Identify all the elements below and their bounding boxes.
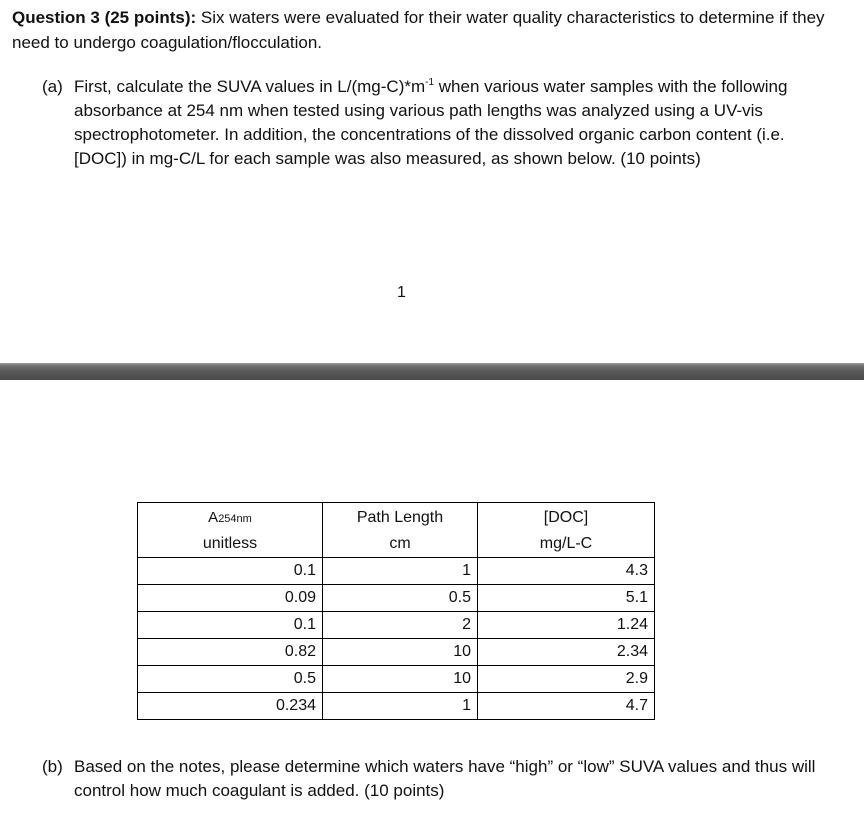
cell-absorbance: 0.09 xyxy=(138,585,323,612)
part-b-text: Based on the notes, please determine which waters have “high” or “low” SUVA values and thus will control how much coagulant is added. (10 points) xyxy=(74,757,816,800)
part-a-text-after: when various water samples with the following absorbance at 254 nm when tested using various path lengths was analyzed using a UV-vis spectrophotometer. In addition, the concentrations of the dissolved organic carbon content (i.e. [DOC]) in mg-C/L for each sample was also measured, as shown below. (10 points) xyxy=(74,77,788,168)
table-row xyxy=(138,558,655,585)
table-row xyxy=(138,693,655,720)
question-heading xyxy=(12,5,857,55)
cell-doc: 5.1 xyxy=(478,585,655,612)
part-b-label: (b) xyxy=(42,757,63,776)
header-path-length: Path Length xyxy=(323,503,478,532)
table-row xyxy=(138,666,655,693)
cell-absorbance: 0.234 xyxy=(138,693,323,720)
table-header-row xyxy=(138,503,655,532)
part-a xyxy=(42,75,832,171)
question-text: Six waters were evaluated for their water quality characteristics to determine if they need to undergo coagulation/flocculation. xyxy=(12,8,825,52)
cell-absorbance: 0.5 xyxy=(138,666,323,693)
part-a-superscript: -1 xyxy=(425,77,435,88)
table-row xyxy=(138,612,655,639)
cell-doc: 1.24 xyxy=(478,612,655,639)
cell-path-length: 1 xyxy=(323,558,478,585)
table-unit-row xyxy=(138,531,655,558)
cell-path-length: 0.5 xyxy=(323,585,478,612)
data-table xyxy=(137,502,655,720)
cell-absorbance: 0.1 xyxy=(138,612,323,639)
table-row xyxy=(138,585,655,612)
unit-path-length: cm xyxy=(323,531,478,558)
part-a-text xyxy=(42,75,832,171)
part-b xyxy=(42,755,832,803)
cell-path-length: 10 xyxy=(323,639,478,666)
cell-absorbance: 0.1 xyxy=(138,558,323,585)
header-absorbance: A254nm xyxy=(138,503,323,532)
part-a-text-before: First, calculate the SUVA values in L/(mg-C)*m xyxy=(74,77,426,96)
table-row xyxy=(138,639,655,666)
question-title: Question 3 (25 points): xyxy=(12,8,197,27)
cell-doc: 2.34 xyxy=(478,639,655,666)
cell-doc: 4.7 xyxy=(478,693,655,720)
part-a-label: (a) xyxy=(42,77,63,96)
cell-doc: 2.9 xyxy=(478,666,655,693)
cell-doc: 4.3 xyxy=(478,558,655,585)
page-number: 1 xyxy=(397,284,406,301)
cell-path-length: 10 xyxy=(323,666,478,693)
header-doc: [DOC] xyxy=(478,503,655,532)
cell-absorbance: 0.82 xyxy=(138,639,323,666)
page-break-bar xyxy=(0,363,864,380)
unit-doc: mg/L-C xyxy=(478,531,655,558)
cell-path-length: 2 xyxy=(323,612,478,639)
unit-absorbance: unitless xyxy=(138,531,323,558)
cell-path-length: 1 xyxy=(323,693,478,720)
